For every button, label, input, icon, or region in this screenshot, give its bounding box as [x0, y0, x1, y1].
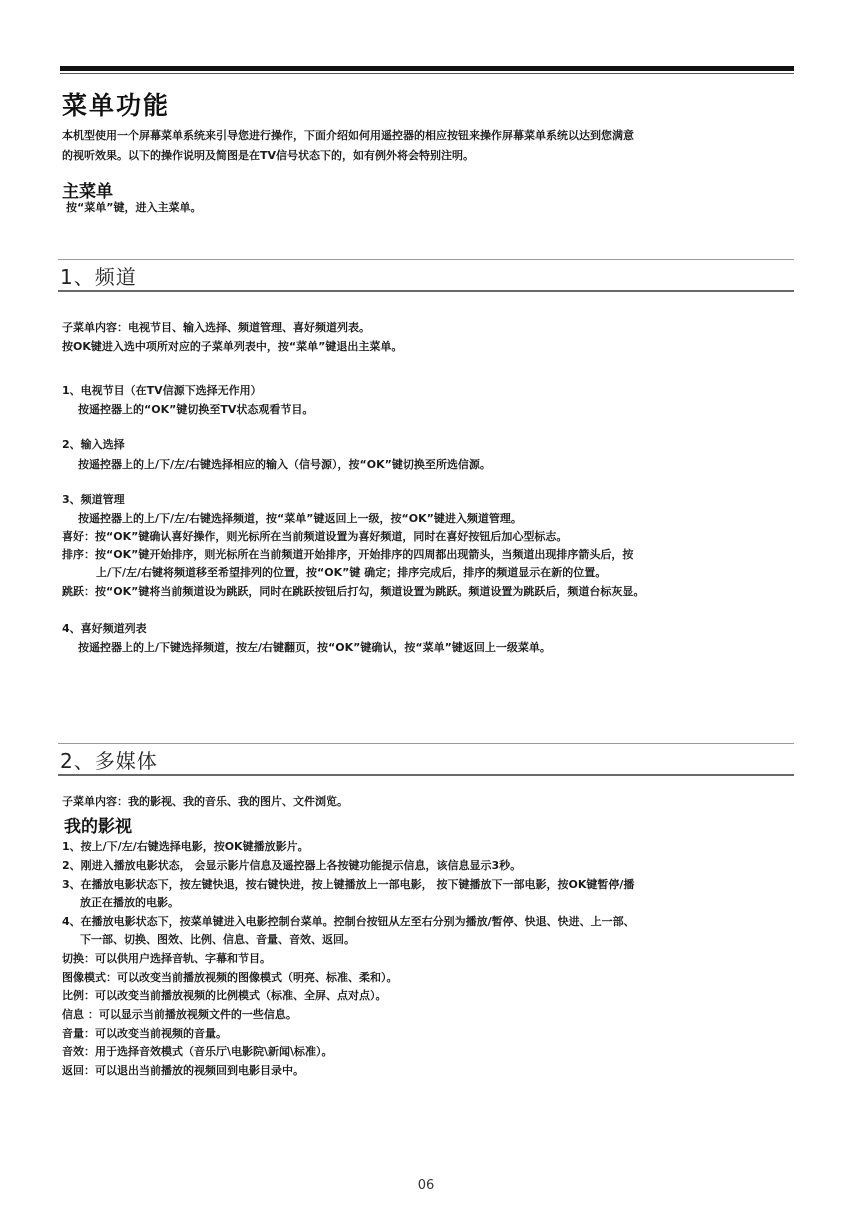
my-movies-heading: 我的影视: [64, 817, 132, 837]
section-1-rule-top: [58, 259, 794, 260]
favorite-text: 喜好：按“OK”键确认喜好操作，则光标所在当前频道设置为喜好频道，同时在喜好按钮后加心型标志。: [62, 530, 568, 543]
item-3-text: 按遥控器上的上/下/左/右键选择频道，按“菜单”键返回上一级，按“OK”键进入频道管理。: [78, 512, 522, 525]
main-menu-text: 按“菜单”键，进入主菜单。: [66, 201, 202, 214]
ratio-text: 比例：可以改变当前播放视频的比例模式（标准、全屏、点对点）。: [62, 989, 387, 1002]
movie-line-3b: 放正在播放的电影。: [80, 896, 179, 909]
movie-line-3a: 3、在播放电影状态下，按左键快退，按右键快进，按上键播放上一部电影， 按下键播放下一部电影，按OK键暂停/播: [62, 878, 635, 891]
skip-text: 跳跃：按“OK”键将当前频道设为跳跃，同时在跳跃按钮后打勾，频道设置为跳跃。频道设置为跳跃后，频道台标灰显。: [62, 585, 645, 598]
item-1-heading: 1、电视节目（在TV信源下选择无作用）: [62, 384, 262, 397]
item-3-heading: 3、频道管理: [62, 493, 125, 506]
section-1-header: [58, 259, 794, 293]
item-4-text: 按遥控器上的上/下键选择频道，按左/右键翻页，按“OK”键确认，按“菜单”键返回上一级菜单。: [78, 641, 551, 654]
sort-text-2: 上/下/左/右键将频道移至希望排列的位置，按“OK”键 确定；排序完成后，排序的频道显示在新的位置。: [96, 566, 607, 579]
back-text: 返回：可以退出当前播放的视频回到电影目录中。: [62, 1064, 304, 1077]
section-2-submenu: 子菜单内容：我的影视、我的音乐、我的图片、文件浏览。: [62, 795, 348, 808]
section-1-title: 1、频道: [60, 265, 137, 289]
section-2-header: [58, 743, 794, 777]
movie-line-1: 1、按上/下/左/右键选择电影，按OK键播放影片。: [62, 840, 309, 853]
section-2-rule-bottom: [58, 774, 794, 776]
section-1-ok-note: 按OK键进入选中项所对应的子菜单列表中，按“菜单”键退出主菜单。: [62, 340, 403, 353]
info-text: 信息 ：可以显示当前播放视频文件的一些信息。: [62, 1008, 297, 1021]
item-1-text: 按遥控器上的“OK”键切换至TV状态观看节目。: [78, 403, 314, 416]
item-4-heading: 4、喜好频道列表: [62, 622, 147, 635]
movie-line-4b: 下一部、切换、图效、比例、信息、音量、音效、返回。: [80, 933, 355, 946]
section-1-submenu: 子菜单内容：电视节目、输入选择、频道管理、喜好频道列表。: [62, 321, 370, 334]
page-number: 06: [417, 1178, 435, 1193]
main-menu-heading: 主菜单: [62, 182, 113, 202]
section-1-rule-bottom: [58, 290, 794, 292]
page-title: 菜单功能: [62, 91, 171, 120]
switch-text: 切换：可以供用户选择音轨、字幕和节目。: [62, 952, 271, 965]
sort-text-1: 排序：按“OK”键开始排序，则光标所在当前频道开始排序，开始排序的四周都出现箭头，当频道出现排序箭头后，按: [62, 548, 634, 561]
image-mode-text: 图像模式：可以改变当前播放视频的图像模式（明亮、标准、柔和）。: [62, 971, 398, 984]
volume-text: 音量：可以改变当前视频的音量。: [62, 1027, 227, 1040]
intro-line-1: 本机型使用一个屏幕菜单系统来引导您进行操作，下面介绍如何用遥控器的相应按钮来操作屏幕菜单系统以达到您满意: [62, 129, 634, 142]
section-2-rule-top: [58, 743, 794, 744]
top-rule-thin: [60, 73, 794, 74]
section-2-title: 2、多媒体: [60, 749, 158, 773]
sound-text: 音效：用于选择音效模式（音乐厅\电影院\新闻\标准）。: [62, 1045, 333, 1058]
movie-line-2: 2、刚进入播放电影状态， 会显示影片信息及遥控器上各按键功能提示信息，该信息显示3秒。: [62, 859, 522, 872]
intro-line-2: 的视听效果。以下的操作说明及简图是在TV信号状态下的，如有例外将会特别注明。: [62, 149, 475, 162]
item-2-text: 按遥控器上的上/下/左/右键选择相应的输入（信号源），按“OK”键切换至所选信源。: [78, 458, 491, 471]
movie-line-4a: 4、在播放电影状态下，按菜单键进入电影控制台菜单。控制台按钮从左至右分别为播放/暂停、快退、快进、上一部、: [62, 915, 635, 928]
top-rule: [60, 66, 794, 71]
item-2-heading: 2、输入选择: [62, 438, 125, 451]
